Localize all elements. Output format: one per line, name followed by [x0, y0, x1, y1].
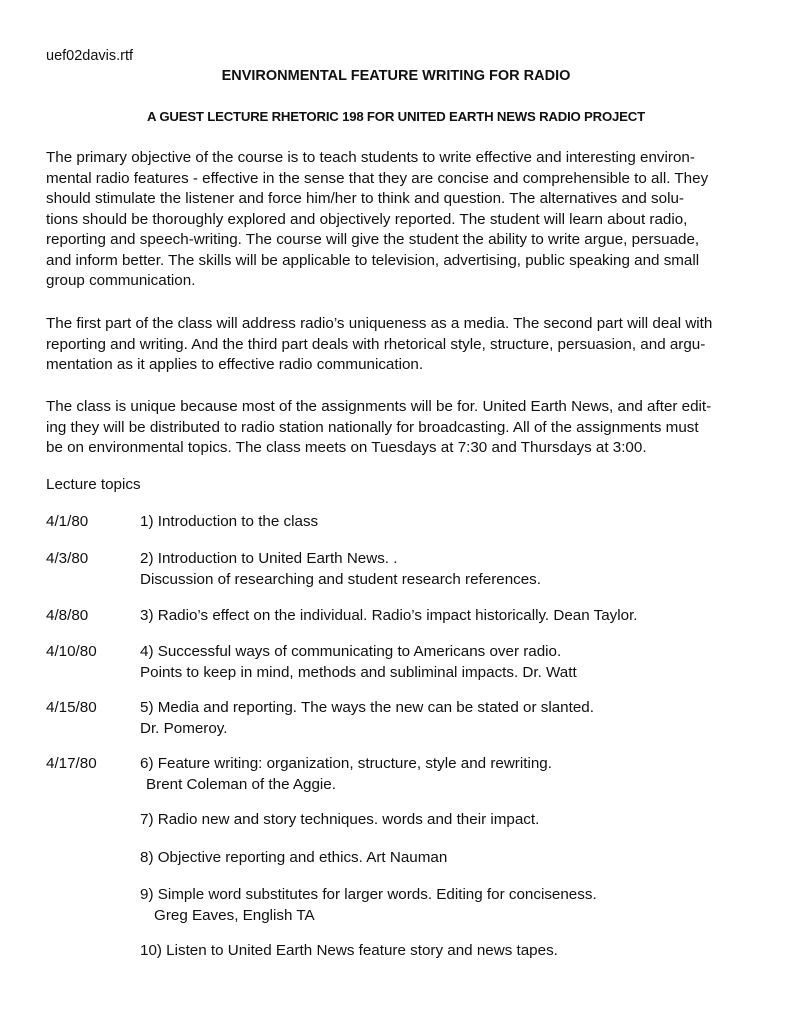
paragraph-line: The primary objective of the course is to teach students to write effective and interesting environ-	[46, 149, 695, 166]
topic-description	[140, 549, 541, 590]
paragraph-line: tions should be thoroughly explored and objectively reported. The student will learn about radio,	[46, 210, 688, 228]
document-title: ENVIRONMENTAL FEATURE WRITING FOR RADIO	[221, 68, 571, 84]
document-subtitle: A GUEST LECTURE RHETORIC 198 FOR UNITED EARTH NEWS RADIO PROJECT	[147, 109, 645, 124]
topic-description	[140, 885, 597, 926]
paragraph-objective	[46, 148, 746, 292]
paragraph-line: and inform better. The skills will be applicable to television, advertising, public speaking and small	[46, 251, 700, 269]
lecture-topics-heading: Lecture topics	[46, 476, 141, 493]
topic-line: Points to keep in mind, methods and subliminal impacts. Dr. Watt	[140, 663, 577, 681]
topic-description	[140, 848, 447, 869]
topic-date: 4/1/80	[46, 513, 89, 530]
topic-line: 10) Listen to United Earth News feature story and news tapes.	[140, 942, 558, 959]
topic-date: 4/3/80	[46, 550, 89, 567]
paragraph-line: mental radio features - effective in the sense that they are concise and comprehensible to all. They	[46, 169, 709, 187]
topic-description	[140, 754, 552, 795]
paragraph-line: The class is unique because most of the assignments will be for. United Earth News, and after edit-	[46, 398, 712, 415]
topic-line: 4) Successful ways of communicating to Americans over radio.	[140, 643, 562, 660]
topic-description	[140, 810, 539, 831]
file-name: uef02davis.rtf	[46, 48, 134, 64]
topic-line: Dr. Pomeroy.	[140, 719, 228, 737]
topic-line: 2) Introduction to United Earth News. .	[140, 550, 398, 567]
paragraph-line: be on environmental topics. The class meets on Tuesdays at 7:30 and Thursdays at 3:00.	[46, 439, 647, 456]
topic-date: 4/10/80	[46, 643, 97, 660]
topic-line: 3) Radio’s effect on the individual. Radio’s impact historically. Dean Taylor.	[140, 607, 638, 624]
topic-line: 1) Introduction to the class	[140, 513, 319, 530]
topic-description	[140, 698, 594, 739]
topic-line: Discussion of researching and student research references.	[140, 570, 541, 588]
paragraph-line: group communication.	[46, 272, 196, 289]
paragraph-line: mentation as it applies to effective radio communication.	[46, 356, 424, 373]
topic-line: 8) Objective reporting and ethics. Art Nauman	[140, 849, 448, 866]
topic-line: 7) Radio new and story techniques. words and their impact.	[140, 811, 540, 828]
topic-line: Greg Eaves, English TA	[154, 906, 315, 924]
topic-date: 4/8/80	[46, 607, 89, 624]
paragraph-line: reporting and writing. And the third part deals with rhetorical style, structure, persuasion, and argu-	[46, 335, 706, 353]
topic-line: 6) Feature writing: organization, structure, style and rewriting.	[140, 755, 552, 772]
topic-line: Brent Coleman of the Aggie.	[146, 775, 336, 793]
paragraph-line: should stimulate the listener and force him/her to think and question. The alternatives and solu-	[46, 190, 684, 207]
paragraph-line: ing they will be distributed to radio station nationally for broadcasting. All of the assignments must	[46, 418, 699, 436]
topic-description	[140, 512, 318, 533]
topic-description	[140, 606, 638, 627]
paragraph-uniqueness	[46, 397, 746, 459]
topic-description	[140, 941, 558, 962]
paragraph-line: The first part of the class will address radio’s uniqueness as a media. The second part will deal with	[46, 315, 713, 332]
topic-description	[140, 642, 577, 683]
topic-line: 9) Simple word substitutes for larger words. Editing for conciseness.	[140, 886, 597, 903]
paragraph-structure	[46, 314, 746, 376]
topic-line: 5) Media and reporting. The ways the new can be stated or slanted.	[140, 699, 594, 716]
topic-date: 4/15/80	[46, 699, 97, 716]
topic-date: 4/17/80	[46, 755, 97, 772]
paragraph-line: reporting and speech-writing. The course will give the student the ability to write argue, persuade,	[46, 231, 700, 248]
